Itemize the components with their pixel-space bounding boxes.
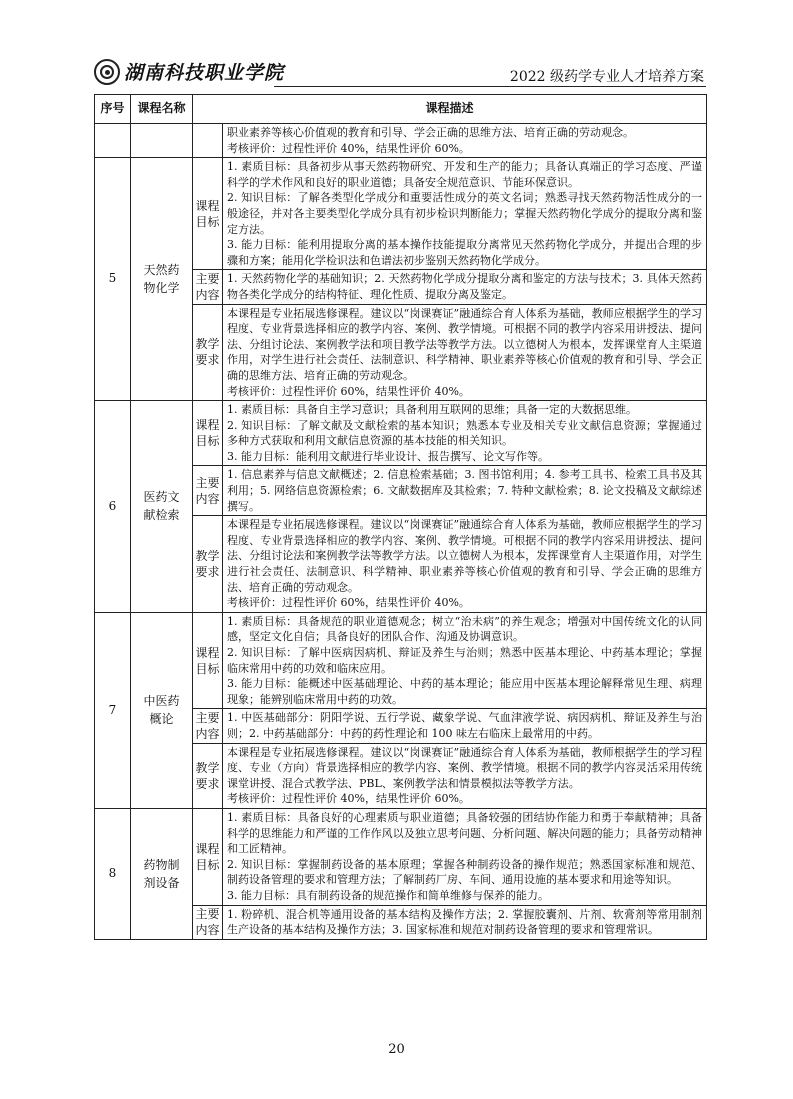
section-line: 1. 粉碎机、混合机等通用设备的基本结构及操作方法；2. 掌握胶囊剂、片剂、软膏剂等常用制剂生产设备的基本结构及操作方法；3. 国家标准和规范对制药设备管理的要求和管理常识。 bbox=[227, 907, 703, 937]
section-line: 1. 信息素养与信息文献概述；2. 信息检索基础；3. 图书馆利用；4. 参考工具书、检索工具书及其利用；5. 网络信息资源检索；6. 文献数据库及其检索；7. 特种文献检索；8. 论文投稿及文献综述撰写。 bbox=[227, 468, 703, 513]
course-number: 6 bbox=[95, 401, 131, 613]
section-text bbox=[223, 466, 707, 516]
section-label: 主要内容 bbox=[193, 709, 223, 743]
section-line: 1. 素质目标：具备规范的职业道德观念；树立“治未病”的养生观念；增强对中国传统文化的认同感，坚定文化自信；具备良好的团队合作、沟通及协调意识。 bbox=[227, 614, 703, 644]
document-title: 2022 级药学专业人才培养方案 bbox=[509, 69, 704, 85]
course-name: 药物制剂设备 bbox=[131, 808, 193, 939]
section-line: 考核评价：过程性评价 60%，结果性评价 40%。 bbox=[227, 384, 470, 398]
table-row bbox=[95, 612, 707, 709]
section-line: 本课程是专业拓展选修课程。建议以“岗课赛证”融通综合育人体系为基础，教师根据学生的学习程度、专业（方向）背景选择相应的教学内容、案例、教学情境。根据不同的教学内容灵活采用传统课堂讲授、混合式教学法、PBL、案例教学法和情景模拟法等教学方法。 bbox=[227, 745, 703, 790]
section-line: 3. 能力目标：能利用文献进行毕业设计、报告撰写、论文写作等。 bbox=[227, 449, 549, 463]
section-line: 1. 素质目标：具备良好的心理素质与职业道德；具备较强的团结协作能力和勇于奉献精神；具备科学的思维能力和严谨的工作作风以及独立思考问题、分析问题、解决问题的能力；具备劳动精神和工匠精神。 bbox=[227, 810, 703, 856]
section-line: 本课程是专业拓展选修课程。建议以“岗课赛证”融通综合育人体系为基础，教师应根据学生的学习程度、专业背景选择相应的教学内容、案例、教学情境。可根据不同的教学内容采用讲授法、提问法、分组讨论法和案例教学法等教学方法。以立德树人为根本，发挥课堂育人主渠道作用，对学生进行社会责任、法制意识、科学精神、职业素养等核心价值观的教育和引导、学会正确的思维方法、培育正确的劳动观念。 bbox=[227, 518, 703, 594]
table-body bbox=[95, 124, 707, 940]
section-line: 2. 知识目标：了解文献及文献检索的基本知识；熟悉本专业及相关专业文献信息资源；掌握通过多种方式获取和利用文献信息资源的基本技能的相关知识。 bbox=[227, 418, 703, 448]
section-text bbox=[223, 304, 707, 401]
section-label: 课程目标 bbox=[193, 401, 223, 466]
continuation-no-cell bbox=[95, 124, 131, 158]
section-text bbox=[223, 612, 707, 709]
section-line: 1. 天然药物化学的基础知识；2. 天然药物化学成分提取分离和鉴定的方法与技术；3. 具体天然药物各类化学成分的结构特征、理化性质、提取分离及鉴定。 bbox=[227, 272, 703, 301]
school-logo bbox=[94, 58, 284, 85]
section-label: 课程目标 bbox=[193, 612, 223, 709]
course-table bbox=[94, 94, 707, 940]
section-label: 主要内容 bbox=[193, 270, 223, 304]
continuation-label-cell bbox=[193, 124, 223, 158]
continuation-text bbox=[223, 124, 707, 158]
section-line: 3. 能力目标：能概述中医基础理论、中药的基本理论；能应用中医基本理论解释常见生理、病理现象；能辨别临床常用中药的功效。 bbox=[227, 677, 703, 706]
section-line: 3. 能力目标：能利用提取分离的基本操作技能提取分离常见天然药物化学成分，并提出合理的步骤和方案；能用化学检识法和色谱法初步鉴别天然药物化学成分。 bbox=[227, 238, 703, 267]
course-number: 8 bbox=[95, 808, 131, 939]
section-text bbox=[223, 401, 707, 466]
section-text bbox=[223, 270, 707, 304]
header-desc: 课程描述 bbox=[193, 95, 707, 124]
section-line: 考核评价：过程性评价 60%，结果性评价 40%。 bbox=[227, 596, 470, 610]
section-line: 2. 知识目标：掌握制药设备的基本原理；掌握各种制药设备的操作规范；熟悉国家标准和规范、制药设备管理的要求和管理方法；了解制药厂房、车间、通用设施的基本要求和用途等知识。 bbox=[227, 857, 703, 887]
course-number: 5 bbox=[95, 158, 131, 401]
section-line: 1. 素质目标：具备初步从事天然药物研究、开发和生产的能力；具备认真端正的学习态度、严谨科学的学术作风和良好的职业道德；具备安全规范意识、节能环保意识。 bbox=[227, 160, 703, 189]
section-line: 3. 能力目标：具有制药设备的规范操作和简单维修与保养的能力。 bbox=[227, 888, 549, 902]
section-line: 1. 素质目标：具备自主学习意识；具备利用互联网的思维；具备一定的大数据思维。 bbox=[227, 403, 637, 417]
table-row bbox=[95, 401, 707, 466]
course-number: 7 bbox=[95, 612, 131, 808]
section-line: 2. 知识目标：了解各类型化学成分和重要活性成分的英文名词；熟悉寻找天然药物活性成分的一般途径，并对各主要类型化学成分具有初步检识判断能力；掌握天然药物化学成分的提取分离和鉴定方法。 bbox=[227, 191, 703, 236]
section-text bbox=[223, 516, 707, 613]
continuation-line: 考核评价：过程性评价 40%，结果性评价 60%。 bbox=[227, 141, 470, 155]
section-label: 课程目标 bbox=[193, 808, 223, 905]
section-text bbox=[223, 743, 707, 808]
header-rule bbox=[274, 86, 706, 87]
header-name: 课程名称 bbox=[131, 95, 193, 124]
continuation-name-cell bbox=[131, 124, 193, 158]
course-name: 天然药物化学 bbox=[131, 158, 193, 401]
continuation-line: 职业素养等核心价值观的教育和引导、学会正确的思维方法、培育正确的劳动观念。 bbox=[227, 126, 634, 139]
school-name: 湖南科技职业学院 bbox=[124, 62, 285, 84]
table-header-row bbox=[95, 95, 707, 124]
section-text bbox=[223, 709, 707, 743]
course-name: 中医药概论 bbox=[131, 612, 193, 808]
section-label: 主要内容 bbox=[193, 466, 223, 516]
section-line: 2. 知识目标：了解中医病因病机、辩证及养生与治则；熟悉中医基本理论、中药基本理论；掌握临床常用中药的功效和临床应用。 bbox=[227, 646, 703, 675]
course-name: 医药文献检索 bbox=[131, 401, 193, 613]
table-row bbox=[95, 808, 707, 905]
section-text bbox=[223, 808, 707, 905]
continuation-row bbox=[95, 124, 707, 158]
section-label: 教学要求 bbox=[193, 516, 223, 613]
section-text bbox=[223, 158, 707, 270]
section-label: 教学要求 bbox=[193, 743, 223, 808]
header-no: 序号 bbox=[95, 95, 131, 124]
section-text bbox=[223, 905, 707, 939]
table-row bbox=[95, 158, 707, 270]
section-label: 主要内容 bbox=[193, 905, 223, 939]
section-label: 教学要求 bbox=[193, 304, 223, 401]
section-line: 1. 中医基础部分：阴阳学说、五行学说、藏象学说、气血津液学说、病因病机、辩证及养生与治则；2. 中药基础部分：中药的药性理论和 100 味左右临床上最常用的中药。 bbox=[227, 711, 703, 740]
page-header bbox=[94, 58, 706, 90]
page-number: 20 bbox=[388, 1042, 405, 1057]
section-line: 本课程是专业拓展选修课程。建议以“岗课赛证”融通综合育人体系为基础，教师应根据学生的学习程度、专业背景选择相应的教学内容、案例、教学情境。可根据不同的教学内容采用讲授法、提问法、分组讨论法、案例教学法和项目教学法等教学方法。以立德树人为根本，发挥课堂育人主渠道作用，对学生进行社会责任、法制意识、科学精神、职业素养等核心价值观的教育和引导、学会正确的思维方法、培育正确的劳动观念。 bbox=[227, 306, 703, 382]
section-line: 考核评价：过程性评价 40%，结果性评价 60%。 bbox=[227, 792, 470, 806]
section-label: 课程目标 bbox=[193, 158, 223, 270]
school-seal-icon bbox=[94, 59, 120, 85]
